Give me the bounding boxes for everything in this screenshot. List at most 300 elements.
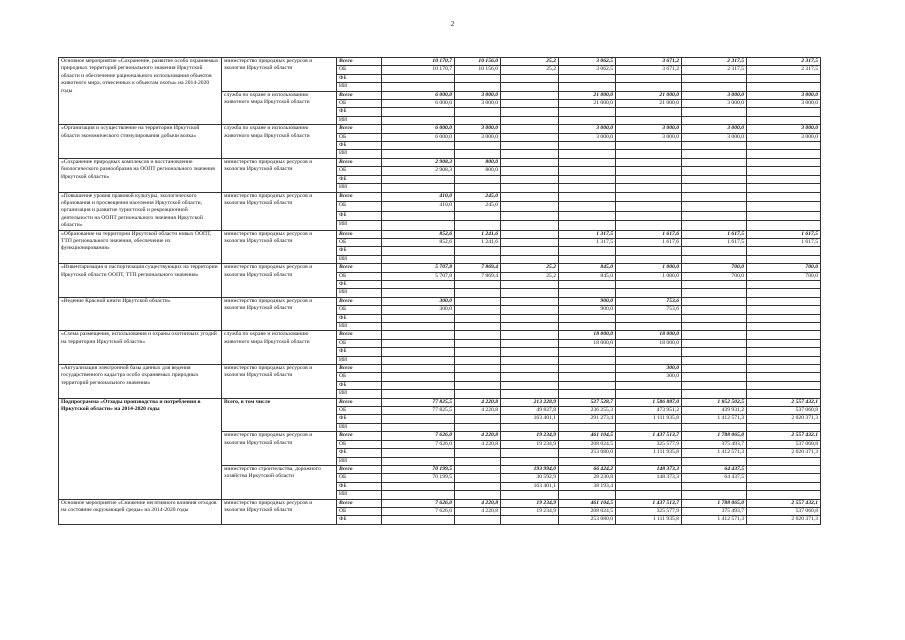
- amount-cell: 21 000,0: [616, 100, 682, 108]
- amount-cell: 1 317,5: [559, 238, 616, 246]
- amount-cell: [682, 491, 747, 499]
- funding-source-cell: ОБ: [337, 407, 382, 415]
- amount-cell: [382, 175, 455, 183]
- amount-cell: [501, 491, 559, 499]
- amount-cell: 213 228,9: [501, 398, 559, 406]
- amount-cell: [682, 202, 747, 212]
- amount-cell: 21 000,0: [559, 100, 616, 108]
- amount-cell: [747, 491, 821, 499]
- amount-cell: [747, 482, 821, 490]
- funding-source-cell: ИИ: [337, 457, 382, 465]
- executor-name: министерство природных ресурсов и экологии Иркутской области: [222, 230, 337, 264]
- amount-cell: 245,0: [455, 192, 501, 202]
- funding-source-cell: ФБ: [337, 74, 382, 82]
- amount-cell: [616, 348, 682, 356]
- amount-cell: 3 000,0: [747, 100, 821, 108]
- amount-cell: [747, 158, 821, 166]
- funding-source-cell: ФБ: [337, 415, 382, 423]
- amount-cell: 1 788 065,0: [682, 499, 747, 507]
- amount-cell: [382, 280, 455, 288]
- amount-cell: [616, 255, 682, 263]
- amount-cell: 700,0: [747, 272, 821, 280]
- amount-cell: 753,6: [616, 306, 682, 314]
- funding-source-cell: ФБ: [337, 482, 382, 490]
- amount-cell: [747, 423, 821, 431]
- amount-cell: [682, 390, 747, 398]
- amount-cell: [501, 74, 559, 82]
- amount-cell: [682, 297, 747, 305]
- amount-cell: 2 020 371,3: [747, 415, 821, 423]
- funding-source-cell: ИИ: [337, 491, 382, 499]
- amount-cell: 25,2: [501, 58, 559, 66]
- amount-cell: [616, 482, 682, 490]
- amount-cell: [682, 381, 747, 389]
- amount-cell: [501, 133, 559, 141]
- amount-cell: [501, 356, 559, 364]
- amount-cell: [559, 74, 616, 82]
- funding-source-cell: ФБ: [337, 516, 382, 524]
- funding-source-cell: ФБ: [337, 381, 382, 389]
- amount-cell: [382, 390, 455, 398]
- amount-cell: [747, 365, 821, 373]
- amount-cell: 410,0: [382, 202, 455, 212]
- amount-cell: 10 170,7: [382, 58, 455, 66]
- amount-cell: 1 317,5: [559, 230, 616, 238]
- amount-cell: 208 024,5: [559, 507, 616, 515]
- amount-cell: 300,0: [616, 365, 682, 373]
- amount-cell: [682, 280, 747, 288]
- amount-cell: [747, 323, 821, 331]
- amount-cell: [747, 142, 821, 150]
- amount-cell: 208 024,5: [559, 440, 616, 448]
- amount-cell: 3 000,0: [559, 125, 616, 133]
- amount-cell: [501, 91, 559, 99]
- amount-cell: [559, 381, 616, 389]
- amount-cell: 461 104,5: [559, 499, 616, 507]
- amount-cell: [455, 221, 501, 231]
- amount-cell: 148 373,3: [616, 474, 682, 482]
- executor-name: министерство строительства, дорожного хозяйства Иркутской области: [222, 465, 337, 499]
- amount-cell: [455, 255, 501, 263]
- funding-source-cell: Всего: [337, 331, 382, 339]
- amount-cell: 10 156,0: [455, 66, 501, 74]
- amount-cell: [616, 491, 682, 499]
- amount-cell: [616, 289, 682, 297]
- amount-cell: 21 000,0: [616, 91, 682, 99]
- amount-cell: [559, 289, 616, 297]
- amount-cell: [501, 365, 559, 373]
- amount-cell: 3 000,0: [455, 91, 501, 99]
- amount-cell: 2 908,3: [382, 167, 455, 175]
- amount-cell: [501, 158, 559, 166]
- amount-cell: [559, 83, 616, 91]
- amount-cell: [455, 116, 501, 124]
- amount-cell: [501, 108, 559, 116]
- activity-name: Подпрограмма «Отходы производства и потребления в Иркутской области» на 2014-2020 годы: [59, 398, 222, 499]
- activity-name: «Организация и осуществление на территории Иркутской области экономического стимулирования добычи волка»: [59, 125, 222, 159]
- amount-cell: 325 577,9: [616, 440, 682, 448]
- amount-cell: [682, 356, 747, 364]
- funding-source-cell: Всего: [337, 192, 382, 202]
- amount-cell: [501, 255, 559, 263]
- amount-cell: [559, 175, 616, 183]
- funding-source-cell: ИИ: [337, 116, 382, 124]
- amount-cell: [559, 211, 616, 221]
- amount-cell: 3 000,0: [682, 125, 747, 133]
- amount-cell: 77 825,5: [382, 407, 455, 415]
- funding-source-cell: ОБ: [337, 373, 382, 381]
- amount-cell: [501, 167, 559, 175]
- amount-cell: [616, 280, 682, 288]
- amount-cell: [616, 175, 682, 183]
- amount-cell: [559, 280, 616, 288]
- amount-cell: 2 317,5: [682, 66, 747, 74]
- amount-cell: [616, 356, 682, 364]
- amount-cell: [501, 339, 559, 347]
- table-row: [59, 264, 821, 272]
- amount-cell: 2 317,5: [747, 58, 821, 66]
- amount-cell: 163 401,1: [501, 482, 559, 490]
- amount-cell: 537 060,8: [747, 407, 821, 415]
- amount-cell: [682, 211, 747, 221]
- amount-cell: 253 080,0: [559, 449, 616, 457]
- amount-cell: [455, 142, 501, 150]
- amount-cell: [747, 381, 821, 389]
- amount-cell: [501, 381, 559, 389]
- amount-cell: [382, 348, 455, 356]
- amount-cell: [455, 150, 501, 158]
- amount-cell: 900,0: [559, 306, 616, 314]
- amount-cell: [455, 83, 501, 91]
- funding-source-cell: ОБ: [337, 339, 382, 347]
- amount-cell: 2 020 371,3: [747, 449, 821, 457]
- amount-cell: 18 000,0: [616, 339, 682, 347]
- amount-cell: [501, 100, 559, 108]
- amount-cell: 325 577,9: [616, 507, 682, 515]
- amount-cell: [616, 390, 682, 398]
- amount-cell: 4 220,8: [455, 499, 501, 507]
- amount-cell: [747, 74, 821, 82]
- amount-cell: 19 234,9: [501, 432, 559, 440]
- amount-cell: [616, 158, 682, 166]
- amount-cell: 375 493,7: [682, 440, 747, 448]
- amount-cell: [501, 150, 559, 158]
- amount-cell: [382, 323, 455, 331]
- amount-cell: [501, 390, 559, 398]
- amount-cell: [501, 348, 559, 356]
- amount-cell: [382, 83, 455, 91]
- activity-name: «Инвентаризация и паспортизация существующих на территории Иркутской области ООПТ, ТТП регионального значения»: [59, 264, 222, 298]
- table-row: [59, 58, 821, 66]
- funding-source-cell: ФБ: [337, 314, 382, 322]
- amount-cell: [747, 255, 821, 263]
- amount-cell: [682, 423, 747, 431]
- amount-cell: [455, 423, 501, 431]
- amount-cell: [501, 83, 559, 91]
- amount-cell: 253 080,0: [559, 516, 616, 524]
- amount-cell: [382, 381, 455, 389]
- executor-name: министерство природных ресурсов и экологии Иркутской области: [222, 192, 337, 230]
- table-row: [59, 125, 821, 133]
- amount-cell: [747, 373, 821, 381]
- amount-cell: [559, 150, 616, 158]
- amount-cell: [501, 373, 559, 381]
- amount-cell: [559, 373, 616, 381]
- funding-source-cell: ОБ: [337, 238, 382, 246]
- table-row: [59, 158, 821, 166]
- amount-cell: 2 557 432,1: [747, 499, 821, 507]
- amount-cell: [455, 306, 501, 314]
- amount-cell: [501, 202, 559, 212]
- funding-source-cell: Всего: [337, 91, 382, 99]
- amount-cell: 1 000,0: [616, 272, 682, 280]
- funding-source-cell: ИИ: [337, 150, 382, 158]
- amount-cell: [747, 289, 821, 297]
- funding-source-cell: ИИ: [337, 289, 382, 297]
- amount-cell: [682, 339, 747, 347]
- amount-cell: 25,2: [501, 264, 559, 272]
- amount-cell: [616, 192, 682, 202]
- funding-source-cell: ОБ: [337, 474, 382, 482]
- amount-cell: [382, 457, 455, 465]
- amount-cell: 3 000,0: [747, 125, 821, 133]
- amount-cell: 3 671,2: [616, 66, 682, 74]
- amount-cell: 1 437 513,7: [616, 499, 682, 507]
- amount-cell: [501, 280, 559, 288]
- amount-cell: [501, 192, 559, 202]
- amount-cell: [501, 175, 559, 183]
- amount-cell: 300,0: [382, 297, 455, 305]
- amount-cell: 6 000,0: [382, 125, 455, 133]
- executor-name: служба по охране и использованию животного мира Иркутской области: [222, 331, 337, 365]
- amount-cell: 3 000,0: [455, 100, 501, 108]
- amount-cell: [455, 373, 501, 381]
- amount-cell: [455, 365, 501, 373]
- amount-cell: [501, 247, 559, 255]
- executor-name: Всего, в том числе: [222, 398, 337, 432]
- amount-cell: 1 111 935,8: [616, 449, 682, 457]
- amount-cell: 1 617,6: [616, 230, 682, 238]
- amount-cell: 3 062,5: [559, 66, 616, 74]
- amount-cell: [616, 211, 682, 221]
- amount-cell: [501, 516, 559, 524]
- amount-cell: [747, 192, 821, 202]
- activity-name: «Ведение Красной книги Иркутской области»: [59, 297, 222, 331]
- amount-cell: 527 528,7: [559, 398, 616, 406]
- amount-cell: [455, 482, 501, 490]
- amount-cell: [682, 150, 747, 158]
- funding-source-cell: ИИ: [337, 390, 382, 398]
- amount-cell: [682, 457, 747, 465]
- amount-cell: 800,0: [455, 158, 501, 166]
- amount-cell: [455, 339, 501, 347]
- amount-cell: [455, 184, 501, 192]
- amount-cell: [616, 221, 682, 231]
- executor-name: министерство природных ресурсов и экологии Иркутской области: [222, 158, 337, 192]
- amount-cell: [747, 465, 821, 473]
- amount-cell: [616, 142, 682, 150]
- funding-source-cell: Всего: [337, 58, 382, 66]
- amount-cell: 4 220,8: [455, 407, 501, 415]
- amount-cell: [682, 255, 747, 263]
- activity-name: Основное мероприятие «Сохранение, развитие особо охраняемых природных территорий регионального значения Иркутской области и обеспечение рационального использования объектов животного мира, отнесенных к объектам охоты» на 2014-2020 годы: [59, 58, 222, 125]
- table-row: [59, 297, 821, 305]
- amount-cell: 245,0: [455, 202, 501, 212]
- amount-cell: [455, 491, 501, 499]
- amount-cell: [682, 482, 747, 490]
- amount-cell: [382, 314, 455, 322]
- amount-cell: [747, 202, 821, 212]
- funding-source-cell: ОБ: [337, 100, 382, 108]
- amount-cell: 537 060,8: [747, 507, 821, 515]
- funding-source-cell: ФБ: [337, 348, 382, 356]
- amount-cell: [616, 423, 682, 431]
- amount-cell: [747, 221, 821, 231]
- amount-cell: 300,0: [616, 373, 682, 381]
- funding-source-cell: ОБ: [337, 66, 382, 74]
- executor-name: министерство природных ресурсов и экологии Иркутской области: [222, 297, 337, 331]
- activity-name: «Схема размещения, использования и охраны охотничьих угодий на территории Иркутской области»: [59, 331, 222, 365]
- amount-cell: [682, 167, 747, 175]
- amount-cell: 10 156,0: [455, 58, 501, 66]
- amount-cell: [682, 175, 747, 183]
- amount-cell: [747, 167, 821, 175]
- funding-source-cell: ФБ: [337, 175, 382, 183]
- amount-cell: 7 869,4: [455, 264, 501, 272]
- funding-source-cell: ОБ: [337, 440, 382, 448]
- executor-name: министерство природных ресурсов и экологии Иркутской области: [222, 365, 337, 399]
- amount-cell: [382, 423, 455, 431]
- amount-cell: [682, 365, 747, 373]
- amount-cell: [559, 116, 616, 124]
- amount-cell: [382, 221, 455, 231]
- amount-cell: [559, 491, 616, 499]
- amount-cell: 3 062,5: [559, 58, 616, 66]
- amount-cell: 3 000,0: [682, 133, 747, 141]
- funding-source-cell: ИИ: [337, 356, 382, 364]
- amount-cell: 2 908,3: [382, 158, 455, 166]
- amount-cell: [559, 247, 616, 255]
- amount-cell: [501, 125, 559, 133]
- amount-cell: [747, 83, 821, 91]
- amount-cell: 1 617,5: [747, 230, 821, 238]
- amount-cell: [682, 306, 747, 314]
- amount-cell: 3 000,0: [747, 133, 821, 141]
- amount-cell: [747, 280, 821, 288]
- amount-cell: [747, 348, 821, 356]
- amount-cell: [455, 280, 501, 288]
- funding-source-cell: ОБ: [337, 272, 382, 280]
- amount-cell: 300,0: [382, 306, 455, 314]
- amount-cell: [559, 202, 616, 212]
- amount-cell: 1 852 502,5: [682, 398, 747, 406]
- amount-cell: 30 592,9: [501, 474, 559, 482]
- amount-cell: [455, 516, 501, 524]
- funding-source-cell: ИИ: [337, 184, 382, 192]
- amount-cell: [455, 314, 501, 322]
- amount-cell: 291 273,4: [559, 415, 616, 423]
- amount-cell: 6 000,0: [382, 133, 455, 141]
- amount-cell: 19 234,9: [501, 440, 559, 448]
- executor-name: министерство природных ресурсов и экологии Иркутской области: [222, 432, 337, 466]
- funding-source-cell: Всего: [337, 499, 382, 507]
- activity-name: «Повышение уровня правовой культуры, экологического образования и просвещения населения Иркутской области, организация и развитие туристской и рекреационной деятельности на ООПТ регионального значения Иркутской области»: [59, 192, 222, 230]
- amount-cell: 700,0: [682, 272, 747, 280]
- amount-cell: 1 111 935,8: [616, 415, 682, 423]
- amount-cell: [501, 211, 559, 221]
- funding-source-cell: ОБ: [337, 202, 382, 212]
- amount-cell: [501, 297, 559, 305]
- amount-cell: [382, 74, 455, 82]
- amount-cell: [455, 74, 501, 82]
- amount-cell: 64 437,5: [682, 465, 747, 473]
- funding-source-cell: ФБ: [337, 108, 382, 116]
- amount-cell: 1 241,6: [455, 238, 501, 246]
- amount-cell: [455, 465, 501, 473]
- activity-name: «Образование на территории Иркутской области новых ООПТ, ТТП регионального значения, обеспечение их функционирования»: [59, 230, 222, 264]
- amount-cell: [382, 365, 455, 373]
- amount-cell: 852,6: [382, 238, 455, 246]
- amount-cell: [747, 474, 821, 482]
- amount-cell: 19 234,9: [501, 499, 559, 507]
- amount-cell: [455, 175, 501, 183]
- amount-cell: [455, 415, 501, 423]
- amount-cell: [616, 83, 682, 91]
- amount-cell: [616, 184, 682, 192]
- funding-source-cell: ОБ: [337, 133, 382, 141]
- amount-cell: [382, 331, 455, 339]
- amount-cell: 410,0: [382, 192, 455, 202]
- amount-cell: 1 617,6: [616, 238, 682, 246]
- amount-cell: [455, 390, 501, 398]
- amount-cell: 1 412 571,3: [682, 449, 747, 457]
- amount-cell: [747, 211, 821, 221]
- amount-cell: 439 931,2: [682, 407, 747, 415]
- amount-cell: 49 827,8: [501, 407, 559, 415]
- amount-cell: 18 000,0: [559, 331, 616, 339]
- amount-cell: 4 220,8: [455, 398, 501, 406]
- amount-cell: 7 869,4: [455, 272, 501, 280]
- amount-cell: [559, 192, 616, 202]
- amount-cell: [616, 314, 682, 322]
- amount-cell: [747, 314, 821, 322]
- amount-cell: [682, 142, 747, 150]
- funding-source-cell: Всего: [337, 158, 382, 166]
- amount-cell: [747, 306, 821, 314]
- amount-cell: [682, 158, 747, 166]
- amount-cell: [559, 221, 616, 231]
- amount-cell: [559, 423, 616, 431]
- amount-cell: 845,0: [559, 272, 616, 280]
- amount-cell: 3 000,0: [747, 91, 821, 99]
- amount-cell: [616, 247, 682, 255]
- amount-cell: 3 000,0: [616, 125, 682, 133]
- amount-cell: [501, 142, 559, 150]
- amount-cell: [559, 142, 616, 150]
- amount-cell: [455, 474, 501, 482]
- amount-cell: 537 060,8: [747, 440, 821, 448]
- amount-cell: 3 000,0: [682, 91, 747, 99]
- amount-cell: [559, 255, 616, 263]
- amount-cell: 1 437 513,7: [616, 432, 682, 440]
- funding-source-cell: Всего: [337, 432, 382, 440]
- amount-cell: [559, 167, 616, 175]
- amount-cell: [501, 238, 559, 246]
- amount-cell: 148 373,3: [616, 465, 682, 473]
- funding-source-cell: ФБ: [337, 449, 382, 457]
- amount-cell: 1 412 571,3: [682, 415, 747, 423]
- amount-cell: [382, 356, 455, 364]
